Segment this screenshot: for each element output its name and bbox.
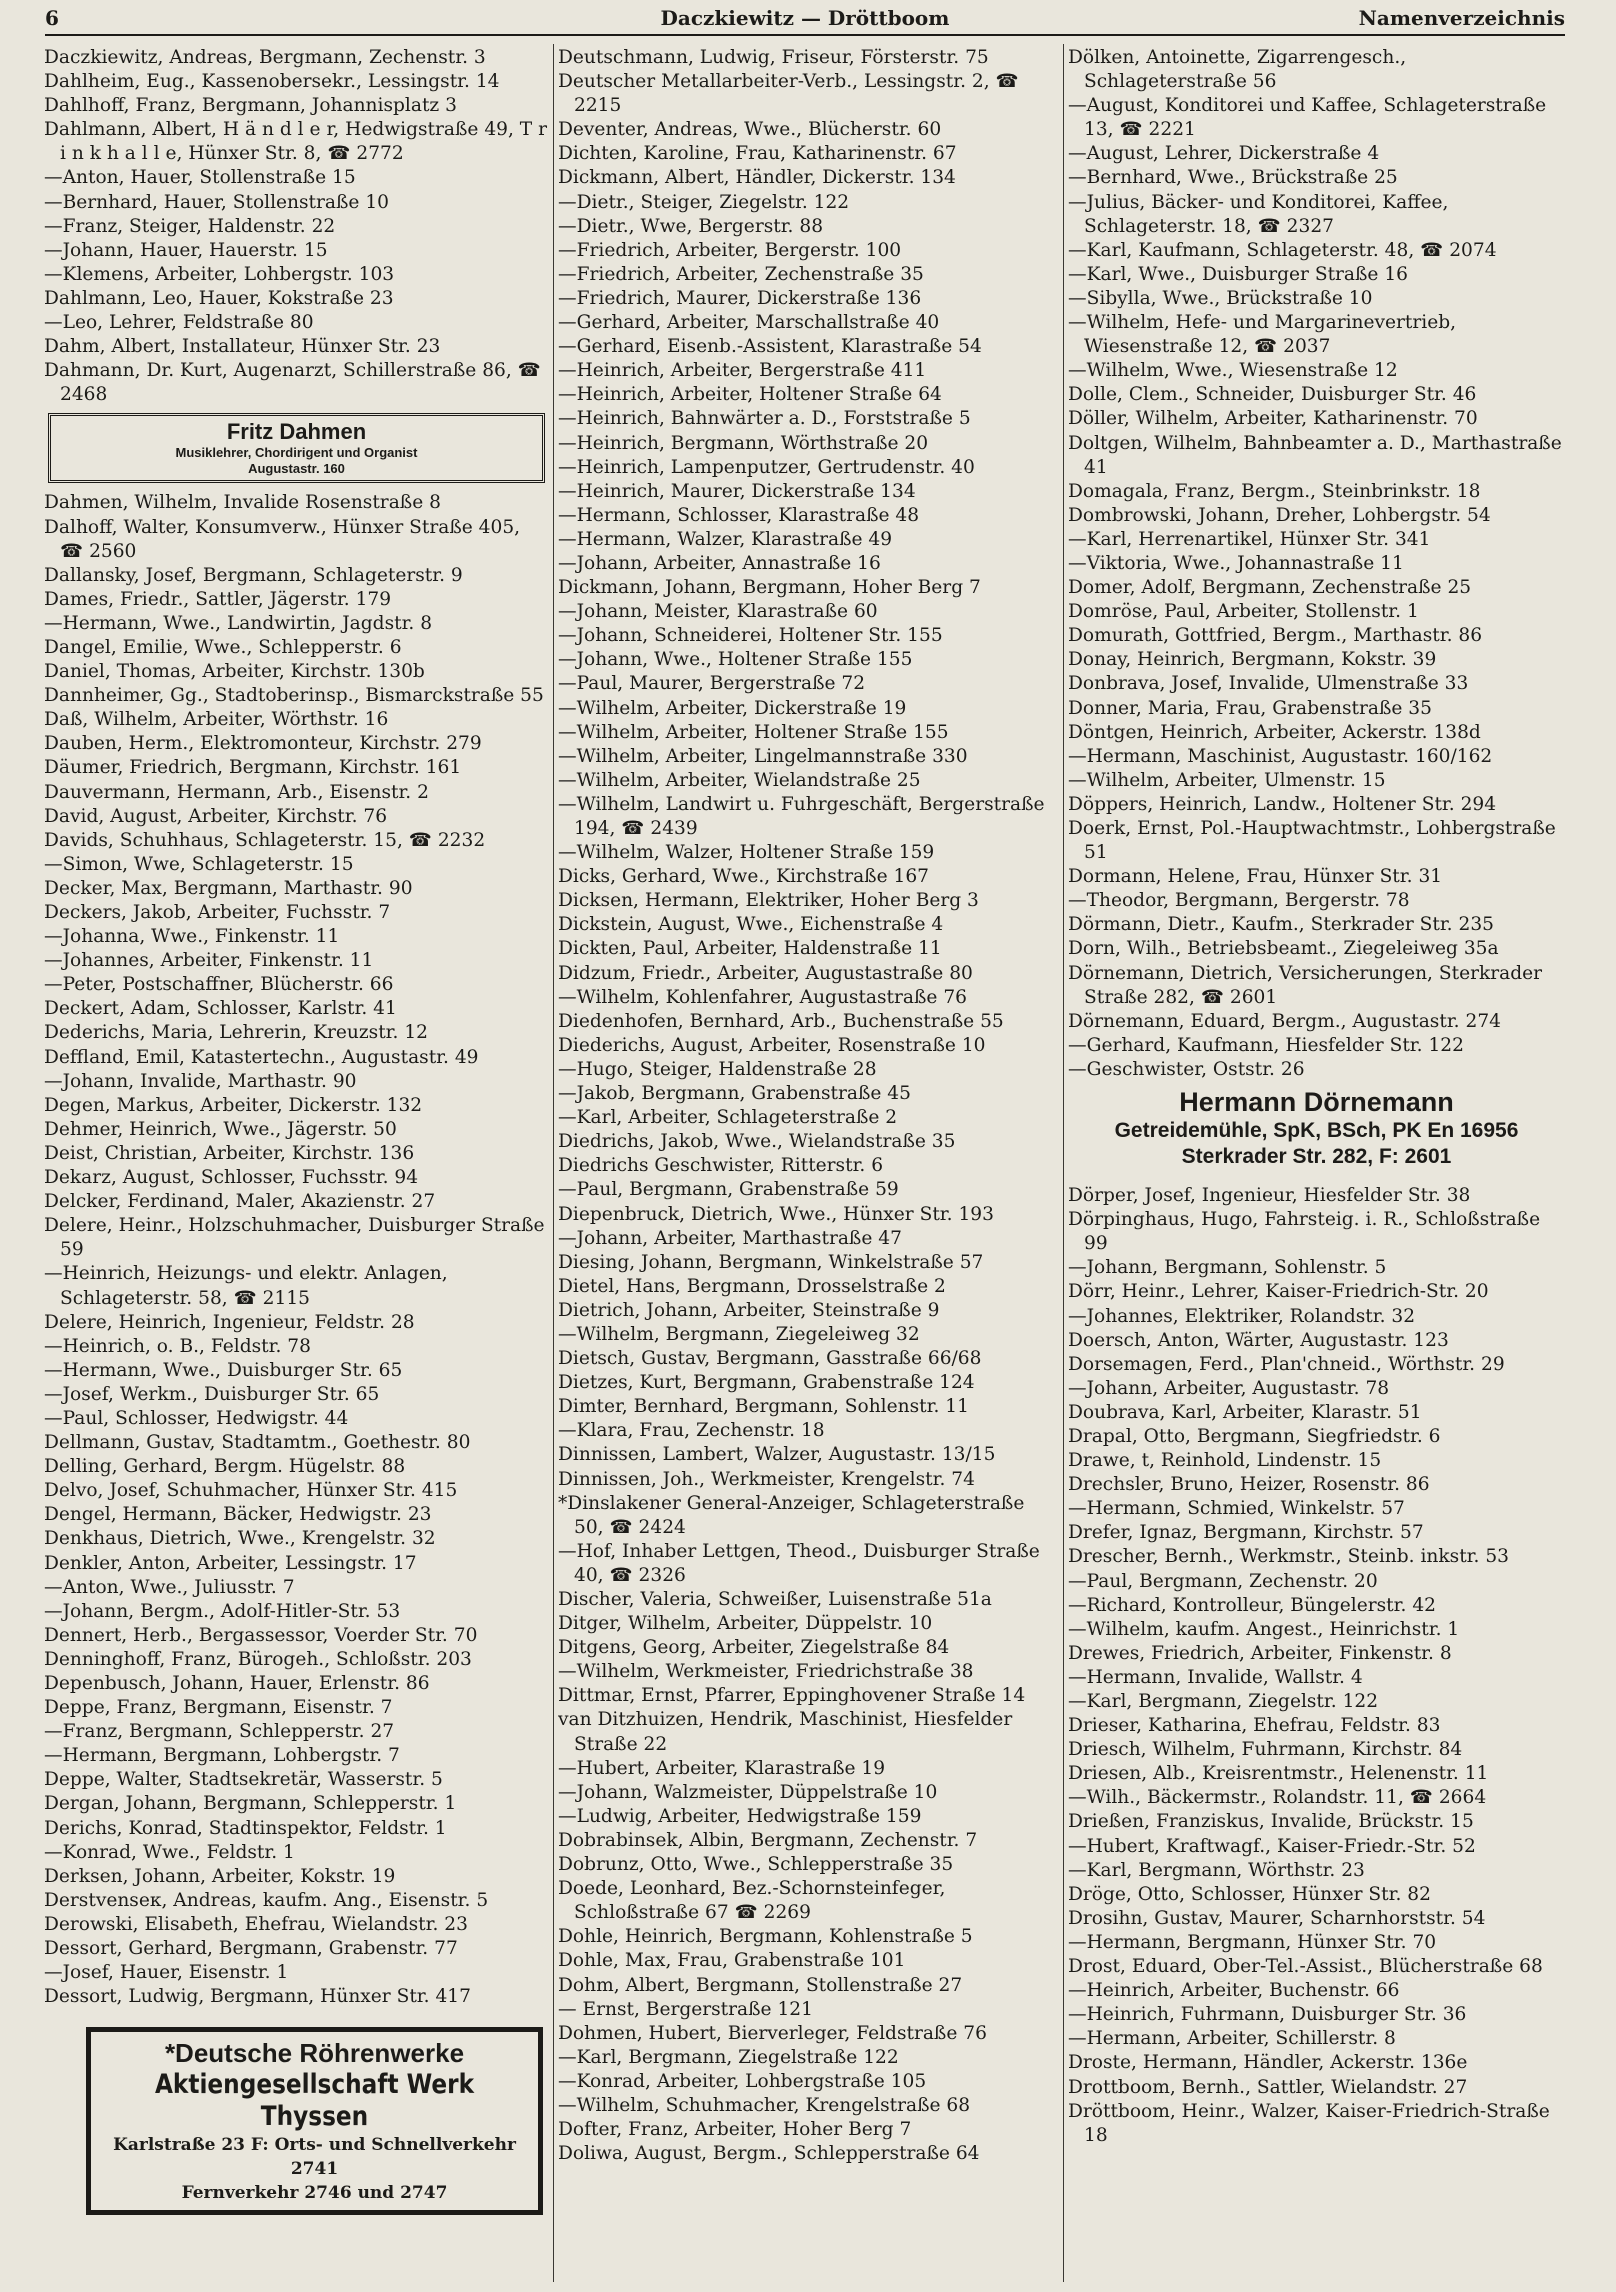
directory-entry: Domröse, Paul, Arbeiter, Stollenstr. 1 — [1068, 601, 1419, 623]
directory-entry: Deutscher Metallarbeiter-Verb., Lessingstr. 2, ☎ 2215 — [558, 71, 1019, 117]
directory-entry: Doubrava, Karl, Arbeiter, Klarastr. 51 — [1068, 1401, 1422, 1423]
directory-entry: Dicksen, Hermann, Elektriker, Hoher Berg 3 — [558, 890, 979, 912]
directory-entry: Decker, Max, Bergmann, Marthastr. 90 — [44, 877, 413, 899]
entry-list — [558, 46, 1058, 2166]
directory-entry: Deppe, Walter, Stadtsekretär, Wasserstr. 5 — [44, 1769, 443, 1791]
directory-entry: —Karl, Kaufmann, Schlageterstr. 48, ☎ 2074 — [1068, 239, 1497, 261]
directory-entry: — Ernst, Bergerstraße 121 — [558, 1998, 813, 2020]
directory-entry: Dohmen, Hubert, Bierverleger, Feldstraße 76 — [558, 2022, 987, 2044]
directory-entry: Deutschmann, Ludwig, Friseur, Försterstr. 75 — [558, 47, 989, 68]
directory-entry: Dickmann, Johann, Bergmann, Hoher Berg 7 — [558, 577, 981, 599]
entry-list — [44, 46, 549, 407]
directory-entry: —Hermann, Maschinist, Augustastr. 160/162 — [1068, 745, 1493, 767]
directory-entry: Domer, Adolf, Bergmann, Zechenstraße 25 — [1068, 577, 1472, 599]
directory-entry: —Wilhelm, Arbeiter, Holtener Straße 155 — [558, 721, 949, 743]
header-name-range: Daczkiewitz — Dröttboom — [660, 6, 950, 30]
directory-entry: Dröge, Otto, Schlosser, Hünxer Str. 82 — [1068, 1883, 1431, 1905]
directory-entry: Dannheimer, Gg., Stadtoberinsp., Bismarckstraße 55 — [44, 685, 544, 707]
directory-entry: —Heinrich, Fuhrmann, Duisburger Str. 36 — [1068, 2004, 1467, 2026]
directory-entry: Deppe, Franz, Bergmann, Eisenstr. 7 — [44, 1697, 393, 1719]
directory-entry: Dickstein, August, Wwe., Eichenstraße 4 — [558, 914, 944, 936]
directory-entry: Ditger, Wilhelm, Arbeiter, Düppelstr. 10 — [558, 1613, 933, 1635]
directory-entry: —Wilhelm, kaufm. Angest., Heinrichstr. 1 — [1068, 1618, 1460, 1640]
directory-entry: —Bernhard, Hauer, Stollenstraße 10 — [44, 191, 390, 213]
directory-entry: —Wilhelm, Kohlenfahrer, Augustastraße 76 — [558, 986, 967, 1008]
directory-entry: Daczkiewitz, Andreas, Bergmann, Zechenstr. 3 — [44, 47, 486, 68]
directory-entry: —Friedrich, Maurer, Dickerstraße 136 — [558, 287, 922, 309]
directory-entry: Delling, Gerhard, Bergm. Hügelstr. 88 — [44, 1456, 406, 1478]
directory-entry: —Julius, Bäcker- und Konditorei, Kaffee, Schlageterstr. 18, ☎ 2327 — [1068, 191, 1449, 237]
directory-entry: —Ludwig, Arbeiter, Hedwigstraße 159 — [558, 1805, 922, 1827]
directory-entry: Doerk, Ernst, Pol.-Hauptwachtmstr., Lohbergstraße 51 — [1068, 818, 1556, 864]
directory-entry: —Johann, Walzmeister, Düppelstraße 10 — [558, 1781, 938, 1803]
directory-entry: Dimter, Bernhard, Bergmann, Sohlenstr. 11 — [558, 1396, 969, 1418]
column-2 — [558, 46, 1058, 2276]
directory-entry: —Hermann, Bergmann, Hünxer Str. 70 — [1068, 1931, 1437, 1953]
directory-entry: —Heinrich, Arbeiter, Bergerstraße 411 — [558, 360, 927, 382]
directory-entry: Daniel, Thomas, Arbeiter, Kirchstr. 130b — [44, 661, 425, 683]
directory-entry: Dicks, Gerhard, Wwe., Kirchstraße 167 — [558, 866, 930, 888]
directory-entry: —Johann, Schneiderei, Holtener Str. 155 — [558, 625, 943, 647]
directory-entry: —Hubert, Arbeiter, Klarastraße 19 — [558, 1757, 886, 1779]
directory-entry: —Hermann, Wwe., Duisburger Str. 65 — [44, 1359, 403, 1381]
directory-entry: —Wilh., Bäckermstr., Rolandstr. 11, ☎ 2664 — [1068, 1787, 1487, 1809]
directory-entry: —Friedrich, Arbeiter, Zechenstraße 35 — [558, 263, 924, 285]
directory-entry: Dörper, Josef, Ingenieur, Hiesfelder Str. 38 — [1068, 1185, 1471, 1207]
directory-entry: —Heinrich, o. B., Feldstr. 78 — [44, 1335, 311, 1357]
directory-entry: Denninghoff, Franz, Bürogeh., Schloßstr. 203 — [44, 1648, 472, 1670]
directory-entry: Derstvenseк, Andreas, kaufm. Ang., Eisenstr. 5 — [44, 1889, 489, 1911]
directory-entry: —Heinrich, Maurer, Dickerstraße 134 — [558, 480, 916, 502]
directory-entry: van Ditzhuizen, Hendrik, Maschinist, Hiesfelder Straße 22 — [558, 1709, 1013, 1755]
directory-entry: —Geschwister, Oststr. 26 — [1068, 1058, 1305, 1080]
advertisement-fritz-dahmen — [48, 413, 545, 483]
directory-entry: Dangel, Emilie, Wwe., Schlepperstr. 6 — [44, 636, 402, 658]
ad-line: Musiklehrer, Chordirigent und Organist — [175, 445, 418, 461]
directory-entry: —Paul, Maurer, Bergerstraße 72 — [558, 673, 866, 695]
directory-entry: —Paul, Schlosser, Hedwigstr. 44 — [44, 1407, 349, 1429]
directory-entry: Derowski, Elisabeth, Ehefrau, Wielandstr. 23 — [44, 1913, 468, 1935]
directory-entry: Dengel, Hermann, Bäcker, Hedwigstr. 23 — [44, 1504, 432, 1526]
directory-entry: —Johann, Arbeiter, Annastraße 16 — [558, 552, 881, 574]
directory-entry: Dorsemagen, Ferd., Plan'chneid., Wörthstr. 29 — [1068, 1353, 1505, 1375]
directory-entry: Dichten, Karoline, Frau, Katharinenstr. 67 — [558, 143, 957, 165]
directory-entry: —Johann, Meister, Klarastraße 60 — [558, 601, 878, 623]
directory-entry: Droste, Hermann, Händler, Ackerstr. 136e — [1068, 2052, 1468, 2074]
directory-entry: Denkler, Anton, Arbeiter, Lessingstr. 17 — [44, 1552, 417, 1574]
directory-entry: Diedrichs, Jakob, Wwe., Wielandstraße 35 — [558, 1131, 956, 1153]
directory-entry: —Wilhelm, Werkmeister, Friedrichstraße 38 — [558, 1661, 974, 1683]
directory-entry: —Karl, Bergmann, Wörthstr. 23 — [1068, 1859, 1365, 1881]
directory-entry: Dahlmann, Leo, Hauer, Kokstraße 23 — [44, 287, 394, 309]
directory-entry: —Paul, Bergmann, Grabenstraße 59 — [558, 1179, 899, 1201]
directory-entry: Dalhoff, Walter, Konsumverw., Hünxer Straße 405, ☎ 2560 — [44, 516, 521, 562]
directory-entry: —August, Lehrer, Dickerstraße 4 — [1068, 143, 1380, 165]
directory-entry: —Karl, Bergmann, Ziegelstraße 122 — [558, 2046, 899, 2068]
directory-entry: Deffland, Emil, Katastertechn., Augustastr. 49 — [44, 1046, 479, 1068]
directory-entry: Dahmen, Wilhelm, Invalide Rosenstraße 8 — [44, 492, 441, 514]
directory-entry: Drottboom, Bernh., Sattler, Wielandstr. 27 — [1068, 2076, 1468, 2098]
directory-entry: —Hugo, Steiger, Haldenstraße 28 — [558, 1058, 877, 1080]
directory-entry: Delvo, Josef, Schuhmacher, Hünxer Str. 415 — [44, 1480, 458, 1502]
directory-entry: Drost, Eduard, Ober-Tel.-Assist., Blücherstraße 68 — [1068, 1956, 1543, 1978]
directory-entry: Dietzes, Kurt, Bergmann, Grabenstraße 124 — [558, 1372, 975, 1394]
directory-entry: Delcker, Ferdinand, Maler, Akazienstr. 27 — [44, 1191, 436, 1213]
ad-line: Fernverkehr 2746 und 2747 — [181, 2183, 448, 2204]
directory-entry: Dauvermann, Hermann, Arb., Eisenstr. 2 — [44, 781, 429, 803]
directory-entry: Dietrich, Johann, Arbeiter, Steinstraße 9 — [558, 1299, 940, 1321]
directory-entry: Diedrichs Geschwister, Ritterstr. 6 — [558, 1155, 884, 1177]
directory-entry: —Wilhelm, Arbeiter, Ulmenstr. 15 — [1068, 769, 1386, 791]
directory-entry: —Hermann, Bergmann, Lohbergstr. 7 — [44, 1745, 400, 1767]
directory-entry: Donay, Heinrich, Bergmann, Kokstr. 39 — [1068, 649, 1437, 671]
directory-entry: —Anton, Wwe., Juliusstr. 7 — [44, 1576, 295, 1598]
advertisement-deutsche-roehrenwerke — [86, 2027, 543, 2215]
directory-entry: —Johann, Arbeiter, Marthastraße 47 — [558, 1227, 902, 1249]
directory-entry: Dessort, Gerhard, Bergmann, Grabenstr. 77 — [44, 1938, 458, 1960]
directory-entry: Diesing, Johann, Bergmann, Winkelstraße 57 — [558, 1251, 984, 1273]
directory-entry: —Hermann, Invalide, Wallstr. 4 — [1068, 1666, 1363, 1688]
directory-entry: Drescher, Bernh., Werkmstr., Steinb. inkstr. 53 — [1068, 1546, 1509, 1568]
directory-entry: Dellmann, Gustav, Stadtamtm., Goethestr. 80 — [44, 1432, 471, 1454]
directory-entry: Drosihn, Gustav, Maurer, Scharnhorststr. 54 — [1068, 1907, 1486, 1929]
directory-entry: Donner, Maria, Frau, Grabenstraße 35 — [1068, 697, 1432, 719]
directory-entry: Dekarz, August, Schlosser, Fuchsstr. 94 — [44, 1167, 419, 1189]
directory-entry: —Wilhelm, Arbeiter, Dickerstraße 19 — [558, 697, 907, 719]
directory-entry: —Johann, Bergmann, Sohlenstr. 5 — [1068, 1257, 1387, 1279]
ad-line: Karlstraße 23 F: Orts- und Schnellverkehr 2741 — [113, 2135, 516, 2180]
ad-line: Getreidemühle, SpK, BSch, PK En 16956 — [1114, 1119, 1519, 1143]
directory-entry: Doliwa, August, Bergm., Schlepperstraße 64 — [558, 2143, 980, 2165]
directory-entry: —Johann, Wwe., Holtener Straße 155 — [558, 649, 913, 671]
directory-entry: —Johann, Bergm., Adolf-Hitler-Str. 53 — [44, 1600, 401, 1622]
directory-entry: —Simon, Wwe, Schlageterstr. 15 — [44, 853, 354, 875]
directory-entry: Dahm, Albert, Installateur, Hünxer Str. 23 — [44, 336, 441, 358]
directory-entry: —Heinrich, Bergmann, Wörthstraße 20 — [558, 432, 929, 454]
directory-entry: Donbrava, Josef, Invalide, Ulmenstraße 33 — [1068, 673, 1469, 695]
directory-entry: Doede, Leonhard, Bez.-Schornsteinfeger, Schloßstraße 67 ☎ 2269 — [558, 1878, 946, 1924]
directory-entry: Davids, Schuhhaus, Schlageterstr. 15, ☎ 2232 — [44, 829, 486, 851]
directory-entry: —Bernhard, Wwe., Brückstraße 25 — [1068, 167, 1398, 189]
directory-entry: Drawe, t, Reinhold, Lindenstr. 15 — [1068, 1450, 1382, 1472]
directory-entry: —Hof, Inhaber Lettgen, Theod., Duisburger Straße 40, ☎ 2326 — [558, 1540, 1040, 1586]
directory-entry: —Leo, Lehrer, Feldstraße 80 — [44, 312, 314, 334]
directory-entry: Dittmar, Ernst, Pfarrer, Eppinghovener Straße 14 — [558, 1685, 1026, 1707]
directory-entry: Dehmer, Heinrich, Wwe., Jägerstr. 50 — [44, 1118, 397, 1140]
directory-entry: —Josef, Werkm., Duisburger Str. 65 — [44, 1383, 380, 1405]
directory-entry: Dröttboom, Heinr., Walzer, Kaiser-Friedrich-Straße 18 — [1068, 2100, 1550, 2146]
directory-entry: Drefer, Ignaz, Bergmann, Kirchstr. 57 — [1068, 1522, 1424, 1544]
advertisement-hermann-doernemann — [1068, 1086, 1565, 1170]
directory-entry: —Wilhelm, Arbeiter, Wielandstraße 25 — [558, 769, 921, 791]
directory-entry: —Johann, Hauer, Hauerstr. 15 — [44, 239, 328, 261]
directory-entry: Dörr, Heinr., Lehrer, Kaiser-Friedrich-Str. 20 — [1068, 1281, 1489, 1303]
directory-entry: Depenbusch, Johann, Hauer, Erlenstr. 86 — [44, 1673, 430, 1694]
column-divider — [1063, 44, 1064, 2282]
directory-entry: —Konrad, Wwe., Feldstr. 1 — [44, 1841, 295, 1863]
directory-entry: —Hubert, Kraftwagf., Kaiser-Friedr.-Str. 52 — [1068, 1835, 1476, 1857]
directory-entry: Dörnemann, Eduard, Bergm., Augustastr. 274 — [1068, 1010, 1501, 1032]
directory-entry: —Klara, Frau, Zechenstr. 18 — [558, 1420, 825, 1442]
directory-entry: —Johanna, Wwe., Finkenstr. 11 — [44, 926, 340, 948]
directory-entry: Deckert, Adam, Schlosser, Karlstr. 41 — [44, 998, 397, 1020]
directory-entry: Dahlheim, Eug., Kassenobersekr., Lessingstr. 14 — [44, 71, 500, 93]
directory-entry: —Theodor, Bergmann, Bergerstr. 78 — [1068, 890, 1410, 912]
page-number: 6 — [45, 6, 59, 30]
directory-entry: Deist, Christian, Arbeiter, Kirchstr. 136 — [44, 1142, 415, 1164]
directory-entry: —Wilhelm, Schuhmacher, Krengelstraße 68 — [558, 2094, 971, 2116]
directory-entry: Dessort, Ludwig, Bergmann, Hünxer Str. 417 — [44, 1986, 471, 2008]
directory-entry: Derichs, Konrad, Stadtinspektor, Feldstr. 1 — [44, 1817, 447, 1839]
directory-entry: Dolle, Clem., Schneider, Duisburger Str. 46 — [1068, 384, 1477, 406]
directory-entry: David, August, Arbeiter, Kirchstr. 76 — [44, 805, 388, 827]
directory-entry: Dobrabinsek, Albin, Bergmann, Zechenstr. 7 — [558, 1829, 978, 1851]
directory-entry: Dietsch, Gustav, Bergmann, Gasstraße 66/68 — [558, 1348, 982, 1370]
directory-entry: *Dinslakener General-Anzeiger, Schlageterstraße 50, ☎ 2424 — [558, 1492, 1025, 1538]
directory-entry: Deventer, Andreas, Wwe., Blücherstr. 60 — [558, 119, 942, 141]
directory-entry: Dergan, Johann, Bergmann, Schlepperstr. 1 — [44, 1793, 457, 1815]
directory-entry: Diederichs, August, Arbeiter, Rosenstraße 10 — [558, 1034, 986, 1056]
directory-entry: —Wilhelm, Wwe., Wiesenstraße 12 — [1068, 360, 1398, 382]
directory-entry: —Paul, Bergmann, Zechenstr. 20 — [1068, 1570, 1378, 1592]
directory-entry: —Richard, Kontrolleur, Büngelerstr. 42 — [1068, 1594, 1436, 1616]
directory-entry: —Karl, Arbeiter, Schlageterstraße 2 — [558, 1107, 898, 1129]
directory-entry: Dölken, Antoinette, Zigarrengesch., Schlageterstraße 56 — [1068, 47, 1407, 93]
directory-entry: Dietel, Hans, Bergmann, Drosselstraße 2 — [558, 1275, 946, 1297]
directory-entry: Dörmann, Dietr., Kaufm., Sterkrader Str. 235 — [1068, 914, 1494, 936]
directory-entry: Dinnissen, Joh., Werkmeister, Krengelstr. 74 — [558, 1468, 975, 1490]
directory-entry: Dahlmann, Albert, H ä n d l e r, Hedwigstraße 49, T r i n k h a l l e, Hünxer Str. 8, ☎ 2772 — [44, 119, 548, 165]
directory-entry: Domagala, Franz, Bergm., Steinbrinkstr. 18 — [1068, 480, 1481, 502]
directory-entry: Dallansky, Josef, Bergmann, Schlageterstr. 9 — [44, 564, 463, 586]
header-section-title: Namenverzeichnis — [1358, 6, 1565, 30]
directory-entry: —Heinrich, Arbeiter, Holtener Straße 64 — [558, 384, 942, 406]
directory-entry: —Sibylla, Wwe., Brückstraße 10 — [1068, 287, 1373, 309]
directory-entry: —Hermann, Wwe., Landwirtin, Jagdstr. 8 — [44, 612, 433, 634]
directory-entry: —Heinrich, Bahnwärter a. D., Forststraße 5 — [558, 408, 971, 430]
directory-entry: Discher, Valeria, Schweißer, Luisenstraße 51a — [558, 1589, 992, 1610]
directory-entry: —Johannes, Arbeiter, Finkenstr. 11 — [44, 950, 374, 972]
directory-entry: Diepenbruck, Dietrich, Wwe., Hünxer Str. 193 — [558, 1203, 994, 1225]
directory-entry: —August, Konditorei und Kaffee, Schlageterstraße 13, ☎ 2221 — [1068, 95, 1547, 141]
ad-name: *Deutsche Röhrenwerke — [164, 2038, 465, 2069]
directory-entry: Drechsler, Bruno, Heizer, Rosenstr. 86 — [1068, 1474, 1430, 1496]
directory-entry: —Hermann, Arbeiter, Schillerstr. 8 — [1068, 2028, 1396, 2050]
directory-entry: —Wilhelm, Arbeiter, Lingelmannstraße 330 — [558, 745, 968, 767]
directory-entry: —Anton, Hauer, Stollenstraße 15 — [44, 167, 356, 189]
directory-entry: —Friedrich, Arbeiter, Bergerstr. 100 — [558, 239, 902, 261]
directory-entry: Döller, Wilhelm, Arbeiter, Katharinenstr. 70 — [1068, 408, 1478, 430]
directory-entry: —Konrad, Arbeiter, Lohbergstraße 105 — [558, 2070, 927, 2092]
directory-entry: Dederichs, Maria, Lehrerin, Kreuzstr. 12 — [44, 1022, 429, 1044]
directory-entry: Ditgens, Georg, Arbeiter, Ziegelstraße 84 — [558, 1637, 950, 1659]
directory-entry: Dofter, Franz, Arbeiter, Hoher Berg 7 — [558, 2119, 912, 2141]
directory-entry: —Franz, Bergmann, Schlepperstr. 27 — [44, 1721, 395, 1743]
directory-entry: Doersch, Anton, Wärter, Augustastr. 123 — [1068, 1329, 1449, 1351]
directory-entry: Dorn, Wilh., Betriebsbeamt., Ziegeleiweg 35a — [1068, 938, 1499, 960]
directory-entry: Daß, Wilhelm, Arbeiter, Wörthstr. 16 — [44, 709, 389, 731]
directory-entry: —Josef, Hauer, Eisenstr. 1 — [44, 1962, 289, 1984]
directory-entry: Dombrowski, Johann, Dreher, Lohbergstr. 54 — [1068, 504, 1491, 526]
ad-name: Fritz Dahmen — [226, 419, 367, 445]
directory-entry: Diedenhofen, Bernhard, Arb., Buchenstraße 55 — [558, 1010, 1004, 1032]
directory-entry: Dickten, Paul, Arbeiter, Haldenstraße 11 — [558, 938, 942, 960]
directory-entry: —Gerhard, Kaufmann, Hiesfelder Str. 122 — [1068, 1034, 1464, 1056]
ad-subtitle: Aktiengesellschaft Werk Thyssen — [154, 2069, 475, 2133]
page-header — [45, 4, 1565, 36]
directory-entry: Derksen, Johann, Arbeiter, Kokstr. 19 — [44, 1865, 396, 1887]
directory-entry: Dickmann, Albert, Händler, Dickerstr. 134 — [558, 167, 956, 189]
directory-entry: —Hermann, Schlosser, Klarastraße 48 — [558, 504, 920, 526]
directory-entry: Delere, Heinrich, Ingenieur, Feldstr. 28 — [44, 1311, 415, 1333]
entry-list — [1068, 1184, 1565, 2148]
directory-entry: Dames, Friedr., Sattler, Jägerstr. 179 — [44, 588, 392, 610]
entry-list — [1068, 46, 1565, 1082]
directory-entry: Dinnissen, Lambert, Walzer, Augustastr. 13/15 — [558, 1444, 996, 1466]
directory-entry: Drewes, Friedrich, Arbeiter, Finkenstr. 8 — [1068, 1642, 1452, 1664]
directory-entry: Dörnemann, Dietrich, Versicherungen, Sterkrader Straße 282, ☎ 2601 — [1068, 962, 1543, 1008]
directory-entry: —Wilhelm, Hefe- und Margarinevertrieb, Wiesenstraße 12, ☎ 2037 — [1068, 312, 1457, 358]
directory-entry: Dohle, Max, Frau, Grabenstraße 101 — [558, 1950, 906, 1972]
directory-entry: —Johann, Arbeiter, Augustastr. 78 — [1068, 1377, 1390, 1399]
directory-entry: —Viktoria, Wwe., Johannastraße 11 — [1068, 552, 1404, 574]
directory-entry: —Klemens, Arbeiter, Lohbergstr. 103 — [44, 263, 395, 285]
directory-entry: —Heinrich, Lampenputzer, Gertrudenstr. 40 — [558, 456, 975, 478]
directory-entry: —Wilhelm, Bergmann, Ziegeleiweg 32 — [558, 1323, 920, 1345]
directory-entry: Däumer, Friedrich, Bergmann, Kirchstr. 161 — [44, 757, 462, 779]
directory-entry: Driesen, Alb., Kreisrentmstr., Helenenstr. 11 — [1068, 1763, 1489, 1785]
ad-line: Sterkrader Str. 282, F: 2601 — [1181, 1145, 1452, 1169]
column-divider — [553, 44, 554, 2282]
directory-entry: Drapal, Otto, Bergmann, Siegfriedstr. 6 — [1068, 1425, 1441, 1447]
directory-entry: Dobrunz, Otto, Wwe., Schlepperstraße 35 — [558, 1854, 954, 1876]
directory-entry: —Wilhelm, Walzer, Holtener Straße 159 — [558, 842, 935, 864]
directory-entry: —Heinrich, Heizungs- und elektr. Anlagen, Schlageterstr. 58, ☎ 2115 — [44, 1263, 448, 1309]
directory-entry: —Dietr., Steiger, Ziegelstr. 122 — [558, 191, 850, 213]
directory-entry: Drießen, Franziskus, Invalide, Brückstr. 15 — [1068, 1811, 1474, 1833]
directory-entry: Dormann, Helene, Frau, Hünxer Str. 31 — [1068, 866, 1443, 888]
directory-entry: —Karl, Herrenartikel, Hünxer Str. 341 — [1068, 528, 1431, 550]
directory-entry: —Franz, Steiger, Haldenstr. 22 — [44, 215, 336, 237]
directory-entry: —Johann, Invalide, Marthastr. 90 — [44, 1070, 357, 1092]
ad-line: Augustastr. 160 — [248, 461, 345, 477]
directory-entry: Degen, Markus, Arbeiter, Dickerstr. 132 — [44, 1094, 423, 1116]
ad-name: Hermann Dörnemann — [1179, 1087, 1454, 1118]
directory-entry: Deckers, Jakob, Arbeiter, Fuchsstr. 7 — [44, 902, 391, 923]
directory-entry: Drieser, Katharina, Ehefrau, Feldstr. 83 — [1068, 1715, 1441, 1737]
directory-entry: Dahmann, Dr. Kurt, Augenarzt, Schillerstraße 86, ☎ 2468 — [44, 360, 541, 406]
directory-entry: Dennert, Herb., Bergassessor, Voerder Str. 70 — [44, 1624, 478, 1646]
directory-entry: Dörpinghaus, Hugo, Fahrsteig. i. R., Schloßstraße 99 — [1068, 1209, 1541, 1255]
directory-entry: Döppers, Heinrich, Landw., Holtener Str. 294 — [1068, 793, 1497, 815]
column-1 — [44, 46, 549, 2276]
directory-entry: Denkhaus, Dietrich, Wwe., Krengelstr. 32 — [44, 1528, 436, 1550]
directory-entry: Driesch, Wilhelm, Fuhrmann, Kirchstr. 84 — [1068, 1739, 1463, 1761]
directory-entry: —Peter, Postschaffner, Blücherstr. 66 — [44, 974, 394, 996]
directory-entry: —Gerhard, Arbeiter, Marschallstraße 40 — [558, 312, 940, 334]
directory-entry: —Wilhelm, Landwirt u. Fuhrgeschäft, Bergerstraße 194, ☎ 2439 — [558, 793, 1045, 839]
directory-entry: Domurath, Gottfried, Bergm., Marthastr. 86 — [1068, 625, 1483, 647]
directory-entry: —Karl, Wwe., Duisburger Straße 16 — [1068, 263, 1409, 285]
column-3 — [1068, 46, 1565, 2276]
directory-entry: —Gerhard, Eisenb.-Assistent, Klarastraße 54 — [558, 336, 982, 358]
directory-entry: —Heinrich, Arbeiter, Buchenstr. 66 — [1068, 1980, 1400, 2002]
directory-entry: Dahlhoff, Franz, Bergmann, Johannisplatz 3 — [44, 95, 457, 117]
directory-entry: Dohle, Heinrich, Bergmann, Kohlenstraße 5 — [558, 1926, 973, 1948]
directory-entry: Didzum, Friedr., Arbeiter, Augustastraße 80 — [558, 962, 973, 984]
directory-entry: Delere, Heinr., Holzschuhmacher, Duisburger Straße 59 — [44, 1215, 545, 1261]
directory-entry: Dauben, Herm., Elektromonteur, Kirchstr. 279 — [44, 733, 482, 755]
directory-entry: Dohm, Albert, Bergmann, Stollenstraße 27 — [558, 1974, 963, 1996]
directory-entry: —Jakob, Bergmann, Grabenstraße 45 — [558, 1083, 911, 1105]
directory-entry: —Johannes, Elektriker, Rolandstr. 32 — [1068, 1305, 1416, 1327]
directory-entry: Döntgen, Heinrich, Arbeiter, Ackerstr. 138d — [1068, 721, 1481, 743]
entry-list — [44, 491, 549, 2009]
directory-entry: —Hermann, Schmied, Winkelstr. 57 — [1068, 1498, 1405, 1520]
directory-entry: Doltgen, Wilhelm, Bahnbeamter a. D., Marthastraße 41 — [1068, 432, 1562, 478]
directory-entry: —Dietr., Wwe, Bergerstr. 88 — [558, 215, 824, 237]
directory-entry: —Hermann, Walzer, Klarastraße 49 — [558, 528, 893, 550]
directory-entry: —Karl, Bergmann, Ziegelstr. 122 — [1068, 1691, 1379, 1712]
